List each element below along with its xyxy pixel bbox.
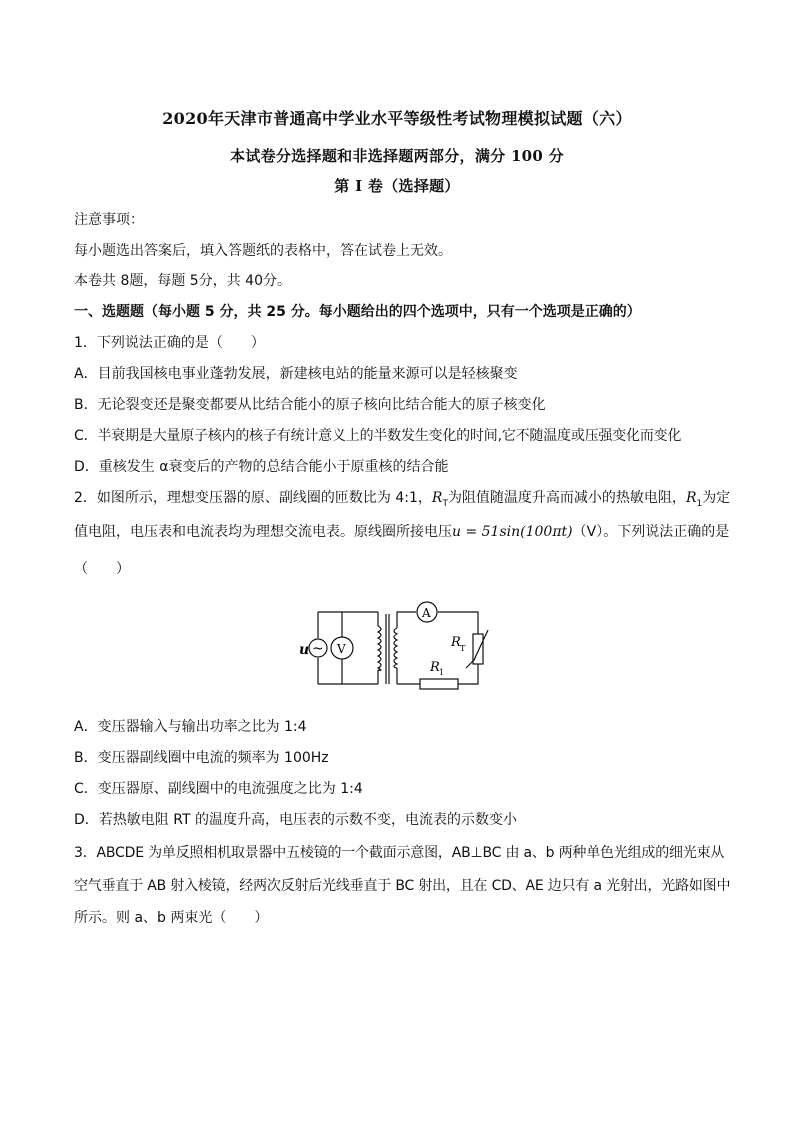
q3-stem-line-2: 空气垂直于 AB 射入棱镜，经两次反射后光线垂直于 BC 射出，且在 CD、AE 边只有 a 光射出，光路如图中 <box>74 878 731 894</box>
q2-stem-line-1 <box>74 487 731 509</box>
q1-option-d: D．重核发生 α衰变后的产物的总结合能小于原重核的结合能 <box>74 459 449 475</box>
source-tilde: ~ <box>312 641 324 657</box>
transformer-circuit-figure <box>296 600 496 694</box>
rt-symbol: R <box>431 490 443 506</box>
volume-heading: 第 I 卷（选择题） <box>334 177 460 195</box>
notes-heading: 注意事项： <box>74 212 144 228</box>
resistor-r1 <box>420 679 458 689</box>
q2-stem-part-a: 2．如图所示，理想变压器的原、副线圈的匝数比为 4:1， <box>74 490 432 506</box>
rt-label: R <box>451 635 461 650</box>
notes-line-2: 本卷共 8题，每题 5分，共 40分。 <box>74 273 291 289</box>
notes-line-1: 每小题选出答案后，填入答题纸的表格中，答在试卷上无效。 <box>74 243 452 259</box>
voltmeter-label: V <box>337 642 346 656</box>
exam-subtitle: 本试卷分选择题和非选择题两部分，满分 100 分 <box>230 147 564 165</box>
q2-stem-line-3: （ ） <box>74 561 130 577</box>
q1-stem: 1．下列说法正确的是（ ） <box>74 335 265 351</box>
q2-stem-line-2 <box>74 521 730 541</box>
primary-coil <box>378 626 381 670</box>
q2-option-c: C．变压器原、副线圈中的电流强度之比为 1:4 <box>74 781 363 797</box>
r1-label-sub: 1 <box>439 668 445 677</box>
q1-option-a: A．目前我国核电事业蓬勃发展，新建核电站的能量来源可以是轻核聚变 <box>74 366 518 382</box>
q2-stem2-part-b: （V）。下列说法正确的是 <box>572 524 730 540</box>
section-heading: 一、选题题（每小题 5 分，共 25 分。每小题给出的四个选项中，只有一个选项是正确的） <box>74 304 641 320</box>
voltage-formula: u = 51sin(100πt) <box>452 524 573 540</box>
source-u-label: u <box>299 642 310 658</box>
rt-label-sub: T <box>460 644 466 653</box>
r1-label: R <box>430 660 440 675</box>
q1-option-c: C．半衰期是大量原子核内的核子有统计意义上的半数发生变化的时间,它不随温度或压强变化而变化 <box>74 428 682 444</box>
exam-title: 2020年天津市普通高中学业水平等级性考试物理模拟试题（六） <box>162 109 632 128</box>
q3-stem-line-1: 3．ABCDE 为单反照相机取景器中五棱镜的一个截面示意图，AB⊥BC 由 a、b 两种单色光组成的细光束从 <box>74 845 725 861</box>
r1-subscript: 1 <box>696 498 703 509</box>
transformer-core <box>386 614 389 684</box>
q2-stem2-part-a: 值电阻，电压表和电流表均为理想交流电表。原线圈所接电压 <box>74 524 452 540</box>
q2-stem-part-c: 为定 <box>702 490 731 506</box>
q3-stem-line-3: 所示。则 a、b 两束光（ ） <box>74 910 269 926</box>
secondary-coil <box>394 628 397 668</box>
q2-option-d: D．若热敏电阻 RT 的温度升高，电压表的示数不变，电流表的示数变小 <box>74 812 517 828</box>
q2-option-b: B．变压器副线圈中电流的频率为 100Hz <box>74 750 329 766</box>
q1-option-b: B．无论裂变还是聚变都要从比结合能小的原子核向比结合能大的原子核变化 <box>74 397 546 413</box>
thermistor-slash <box>466 630 488 668</box>
q2-option-a: A．变压器输入与输出功率之比为 1:4 <box>74 719 307 735</box>
r1-symbol: R <box>685 490 697 506</box>
ammeter-label: A <box>422 606 431 620</box>
q2-stem-part-b: 为阻值随温度升高而减小的热敏电阻， <box>447 490 686 506</box>
rt-subscript: T <box>442 498 448 509</box>
